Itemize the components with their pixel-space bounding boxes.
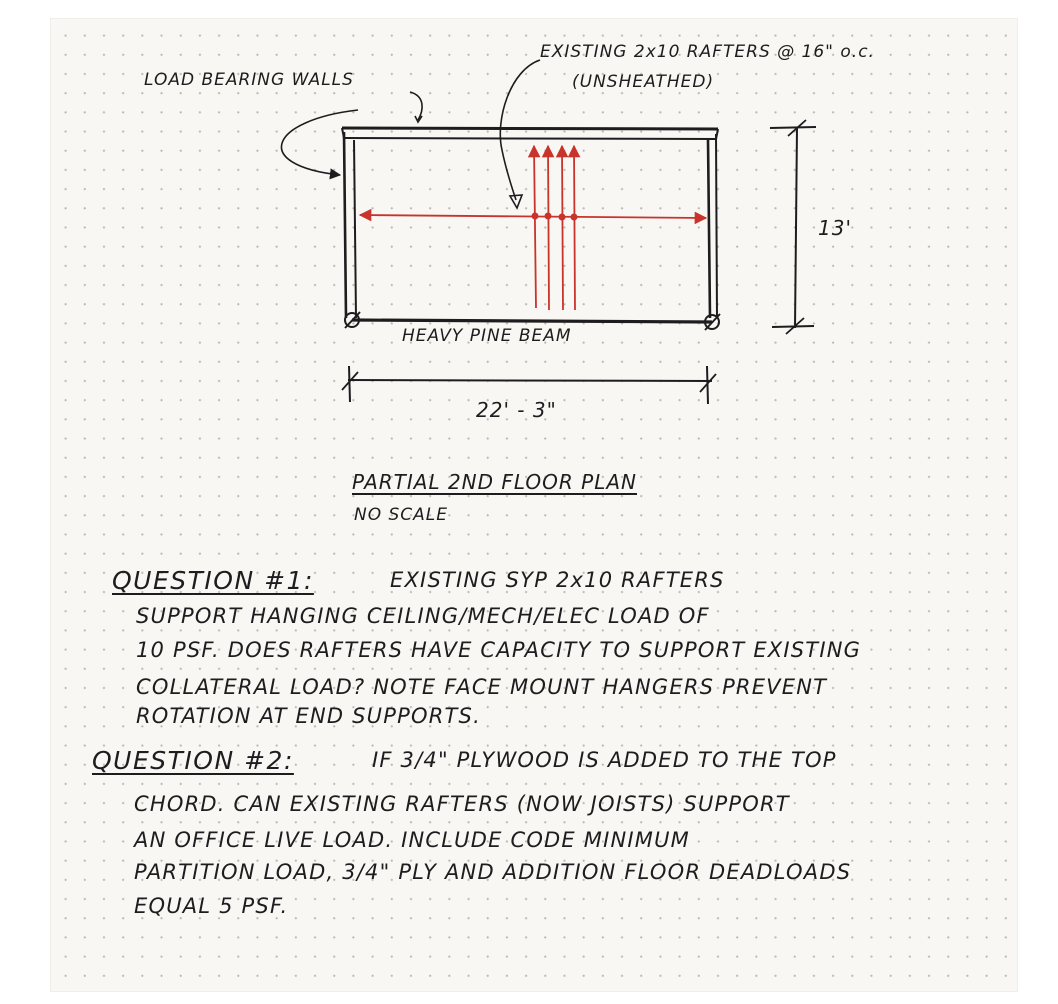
right-wall — [708, 134, 717, 318]
no-scale-label: NO SCALE — [354, 505, 449, 525]
question-1-line-5: ROTATION AT END SUPPORTS. — [136, 704, 481, 728]
question-2-line-1: IF 3/4" PLYWOOD IS ADDED TO THE TOP — [372, 748, 837, 772]
existing-rafters — [532, 146, 578, 310]
question-2-line-2: CHORD. CAN EXISTING RAFTERS (NOW JOISTS) SUPPORT — [134, 792, 790, 816]
question-2-heading: QUESTION #2: — [92, 746, 294, 775]
question-1-line-3: 10 PSF. DOES RAFTERS HAVE CAPACITY TO SUPPORT EXISTING — [136, 638, 862, 662]
unsheathed-label: (UNSHEATHED) — [572, 72, 715, 92]
question-2-line-5: EQUAL 5 PSF. — [134, 894, 289, 918]
rafter-spec-label: EXISTING 2x10 RAFTERS @ 16" o.c. — [540, 42, 875, 62]
heavy-pine-beam — [352, 320, 712, 322]
left-wall — [344, 132, 356, 318]
question-1-line-4: COLLATERAL LOAD? NOTE FACE MOUNT HANGERS PREVENT — [136, 675, 828, 699]
rafter-4 — [574, 146, 575, 310]
wall-leader-arrow — [281, 92, 422, 175]
question-1-heading: QUESTION #1: — [112, 566, 314, 595]
width-dimension-label: 22' - 3" — [476, 398, 557, 422]
depth-dimension-line — [770, 120, 816, 334]
plan-title: PARTIAL 2ND FLOOR PLAN — [352, 470, 637, 494]
question-2-line-3: AN OFFICE LIVE LOAD. INCLUDE CODE MINIMUM — [134, 828, 690, 852]
question-1-line-1: EXISTING SYP 2x10 RAFTERS — [390, 568, 725, 592]
heavy-pine-beam-label: HEAVY PINE BEAM — [402, 326, 572, 346]
rafter-1 — [534, 146, 536, 308]
rafter-2 — [548, 146, 549, 310]
load-bearing-walls-label: LOAD BEARING WALLS — [144, 70, 354, 90]
depth-dimension-label: 13' — [818, 216, 852, 240]
top-load-bearing-wall — [342, 128, 718, 139]
rafter-3 — [562, 146, 563, 310]
question-2-line-4: PARTITION LOAD, 3/4" PLY AND ADDITION FLOOR DEADLOADS — [134, 860, 852, 884]
question-1-line-2: SUPPORT HANGING CEILING/MECH/ELEC LOAD OF — [136, 604, 710, 628]
